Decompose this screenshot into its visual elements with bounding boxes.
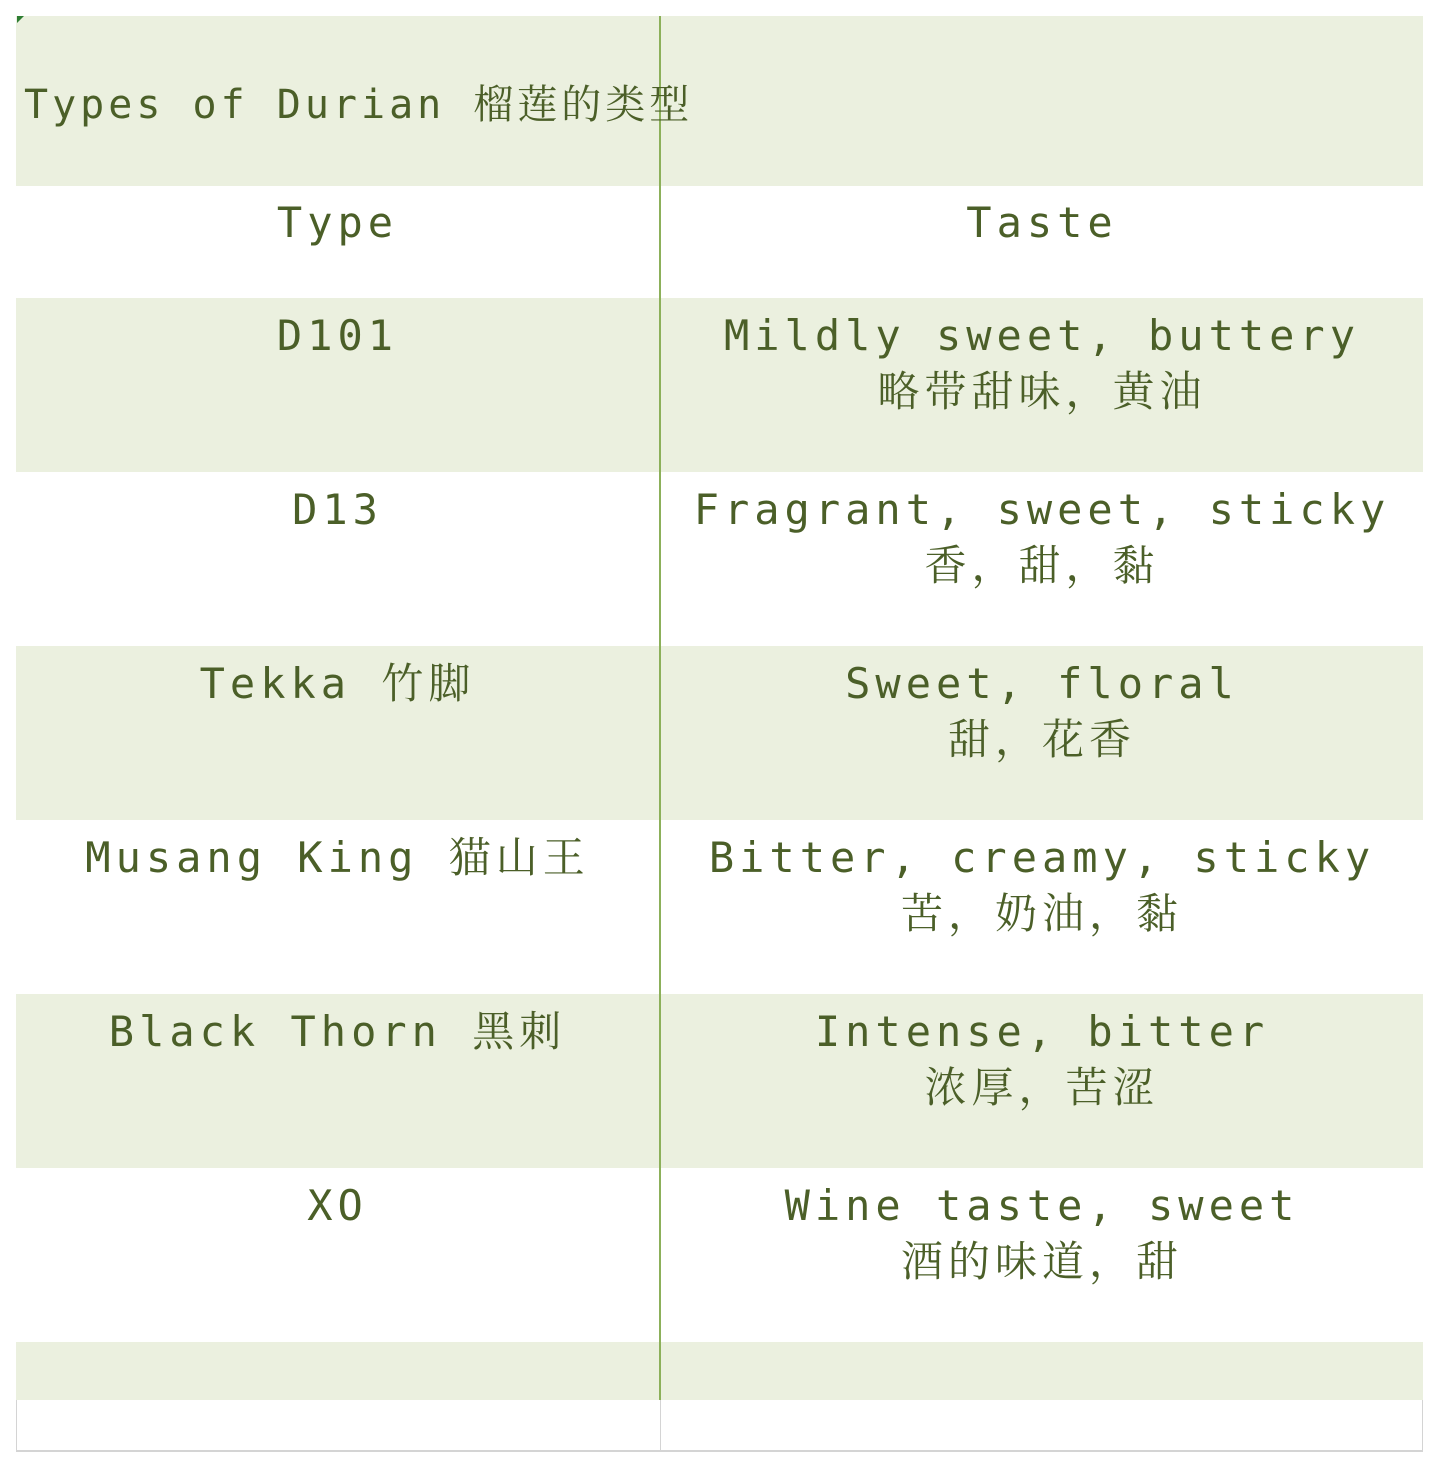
taste-chinese: 香，甜，黏 [924,541,1160,590]
taste-english: Fragrant, sweet, sticky [693,485,1391,534]
taste-english: Intense, bitter [814,1007,1270,1056]
type-cell[interactable]: Black Thorn 黑刺 [16,994,661,1168]
column-header-type[interactable]: Type [16,186,661,298]
taste-english: Mildly sweet, buttery [723,311,1360,360]
taste-cell[interactable] [661,1168,1423,1342]
taste-chinese: 苦，奶油，黏 [900,889,1183,938]
durian-table [16,16,1423,1452]
table-row [16,472,1423,646]
table-row [16,646,1423,820]
title-row [16,16,1423,186]
type-cell[interactable]: D101 [16,298,661,472]
type-cell[interactable]: D13 [16,472,661,646]
taste-chinese: 酒的味道，甜 [900,1237,1183,1286]
table-title[interactable]: Types of Durian 榴莲的类型 [16,16,661,186]
taste-english: Bitter, creamy, sticky [708,833,1376,882]
type-cell[interactable]: Musang King 猫山王 [16,820,661,994]
taste-chinese: 略带甜味，黄油 [877,367,1207,416]
table-row [16,994,1423,1168]
empty-cell[interactable] [661,1400,1422,1450]
taste-cell[interactable] [661,820,1423,994]
taste-cell[interactable] [661,646,1423,820]
taste-english: Wine taste, sweet [784,1181,1300,1230]
table-row [16,1168,1423,1342]
column-header-taste[interactable]: Taste [966,198,1118,247]
title-empty-cell[interactable] [661,16,1423,186]
taste-english: Sweet, floral [845,659,1239,708]
empty-grid-row [16,1400,1423,1452]
empty-banded-row [16,1342,1423,1400]
header-row [16,186,1423,298]
taste-chinese: 浓厚，苦涩 [924,1063,1160,1112]
table-row [16,298,1423,472]
type-cell[interactable]: Tekka 竹脚 [16,646,661,820]
cell-corner-marker [17,16,24,23]
empty-cell[interactable] [16,1342,661,1400]
taste-cell[interactable] [661,472,1423,646]
empty-cell[interactable] [661,1342,1423,1400]
table-row [16,820,1423,994]
taste-cell[interactable] [661,994,1423,1168]
taste-cell[interactable] [661,298,1423,472]
empty-cell[interactable] [17,1400,661,1450]
type-cell[interactable]: XO [16,1168,661,1342]
taste-chinese: 甜，花香 [947,715,1136,764]
